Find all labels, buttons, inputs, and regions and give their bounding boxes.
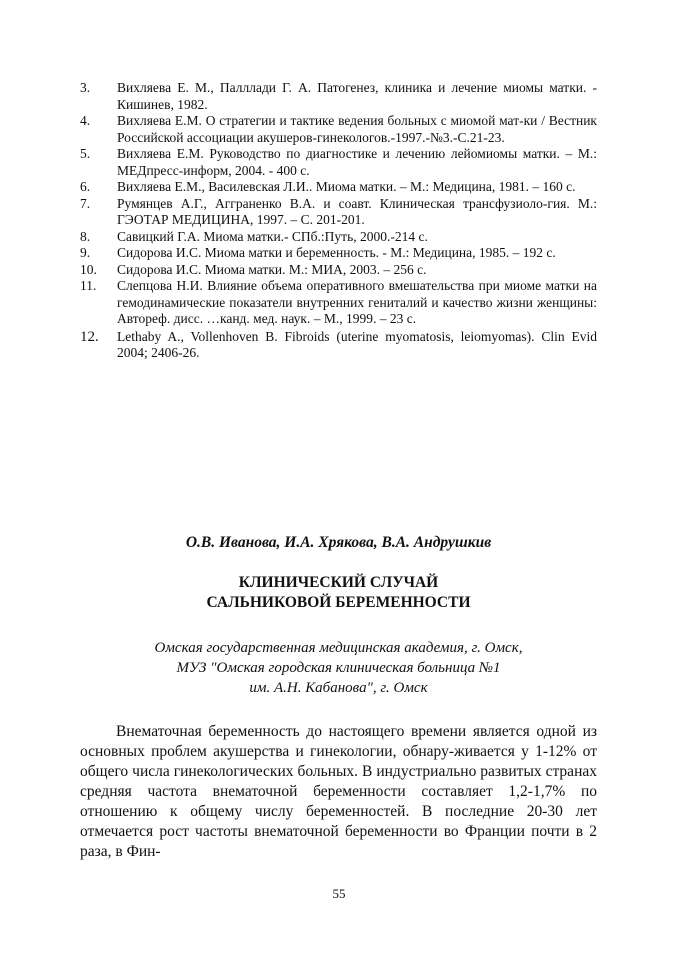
reference-item [80, 329, 597, 362]
article-title [80, 573, 597, 613]
reference-text: Слепцова Н.И. Влияние объема оперативного вмешательства при миоме матки на гемодинамические показатели внутренних гениталий и качество жизни женщины: Автореф. дисс. …канд. мед. наук. – М., 1999. – 23 с. [117, 278, 597, 326]
page-number: 55 [332, 886, 346, 901]
reference-list [80, 80, 597, 362]
affiliation-line: им. А.Н. Кабанова", г. Омск [249, 680, 428, 696]
reference-number: 10. [80, 261, 97, 277]
reference-text: Вихляева Е. М., Палллади Г. А. Патогенез, клиника и лечение миомы матки. - Кишинев, 1982. [117, 80, 597, 112]
reference-text: Сидорова И.С. Миома матки. М.: МИА, 2003. – 256 с. [117, 261, 427, 277]
reference-item [80, 229, 597, 246]
reference-text: Савицкий Г.А. Миома матки.- СПб.:Путь, 2000.-214 с. [117, 228, 428, 244]
article-title-line: САЛЬНИКОВОЙ БЕРЕМЕННОСТИ [206, 594, 471, 611]
reference-number: 7. [80, 195, 91, 211]
reference-text: Вихляева Е.М. Руководство по диагностике и лечению лейомиомы матки. – М.: МЕДпресс-информ, 2004. - 400 с. [117, 146, 597, 178]
article-title-line: КЛИНИЧЕСКИЙ СЛУЧАЙ [238, 574, 439, 591]
affiliation-line: Омская государственная медицинская академия, г. Омск, [154, 640, 523, 656]
reference-item [80, 262, 597, 279]
article-authors: О.В. Иванова, И.А. Хрякова, В.А. Андрушкив [185, 534, 492, 551]
reference-item [80, 196, 597, 229]
reference-number: 8. [80, 228, 91, 244]
reference-item [80, 245, 597, 262]
reference-number: 12. [80, 328, 99, 345]
reference-number: 9. [80, 245, 91, 260]
reference-number: 6. [80, 179, 91, 194]
affiliation-line: МУЗ "Омская городская клиническая больница №1 [176, 660, 501, 676]
reference-item [80, 113, 597, 146]
reference-number: 5. [80, 146, 91, 161]
article-affiliation [80, 638, 597, 698]
reference-text: Вихляева Е.М., Василевская Л.И.. Миома матки. – М.: Медицина, 1981. – 160 с. [117, 179, 576, 194]
reference-item [80, 278, 597, 328]
reference-text: Вихляева Е.М. О стратегии и тактике ведения больных с миомой мат-ки / Вестник Российской ассоциации акушеров-гинекологов.-1997.-№3.-С.21-23. [117, 113, 597, 145]
reference-item [80, 80, 597, 113]
reference-item [80, 179, 597, 196]
reference-text: Сидорова И.С. Миома матки и беременность. - М.: Медицина, 1985. – 192 с. [117, 245, 556, 260]
reference-number: 11. [80, 278, 97, 293]
reference-text: Lethaby A., Vollenhoven B. Fibroids (uterine myomatosis, leiomyomas). Clin Evid 2004; 2406-26. [117, 328, 597, 360]
body-paragraph: Внематочная беременность до настоящего времени является одной из основных проблем акушерства и гинекологии, обнару-живается у 1-12% от общего числа гинекологических больных. В индустриально развитых странах средняя частота внематочной беременности составляет 1,2-1,7% по отношению к общему числу беременностей. В последние 20-30 лет отмечается рост частоты внематочной беременности во Франции почти в 2 раза, в Фин- [80, 723, 597, 860]
reference-item [80, 146, 597, 179]
reference-number: 3. [80, 80, 91, 95]
reference-number: 4. [80, 113, 91, 128]
reference-text: Румянцев А.Г., Агграненко В.А. и соавт. Клиническая трансфузиоло-гия. М.: ГЭОТАР МЕДИЦИНА, 1997. – С. 201-201. [117, 195, 597, 227]
